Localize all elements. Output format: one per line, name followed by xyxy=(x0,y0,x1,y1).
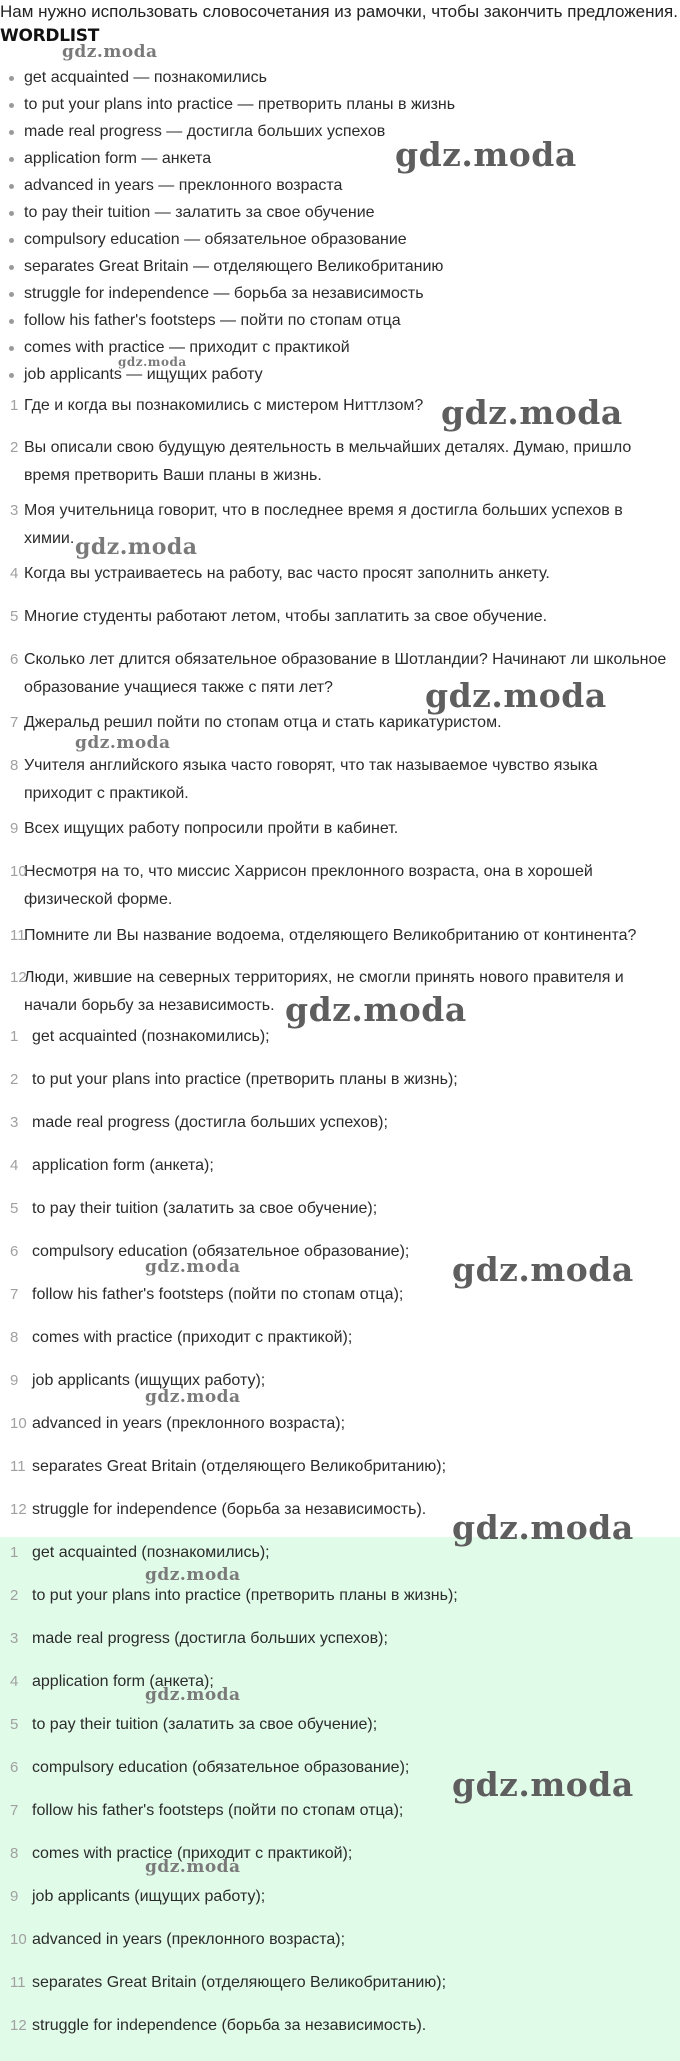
watermark: gdz.moda xyxy=(75,733,171,753)
bullet-icon xyxy=(9,238,14,243)
watermark: gdz.moda xyxy=(425,676,607,715)
answer-item: 2 to put your plans into practice (претворить планы в жизнь); xyxy=(10,1587,458,1604)
bullet-icon xyxy=(9,157,14,162)
wordlist-item: advanced in years — преклонного возраста xyxy=(0,172,455,199)
question-item: 11 Помните ли Вы название водоема, отделяющего Великобританию от континента? xyxy=(10,927,637,944)
question-item: 10 Несмотря на то, что миссис Харрисон преклонного возраста, она в хорошей физической форме. xyxy=(10,863,593,908)
watermark: gdz.moda xyxy=(441,393,623,432)
answer-item: 12 struggle for independence (борьба за независимость). xyxy=(10,1501,427,1518)
answer-item: 7 follow his father's footsteps (пойти по стопам отца); xyxy=(10,1286,404,1303)
wordlist-title: WORDLIST xyxy=(0,26,100,46)
answer-item: 10 advanced in years (преклонного возраста); xyxy=(10,1415,346,1432)
watermark: gdz.moda xyxy=(452,1250,634,1289)
watermark: gdz.moda xyxy=(62,42,158,62)
question-item: 2 Вы описали свою будущую деятельность в мельчайших деталях. Думаю, пришло время претворить Ваши планы в жизнь. xyxy=(10,439,632,484)
answer-item: 9 job applicants (ищущих работу); xyxy=(10,1888,266,1905)
bullet-icon xyxy=(9,76,14,81)
answer-item: 5 to pay their tuition (залатить за свое обучение); xyxy=(10,1200,378,1217)
question-item: 4 Когда вы устраиваетесь на работу, вас часто просят заполнить анкету. xyxy=(10,565,550,582)
answer-item: 8 comes with practice (приходит с практикой); xyxy=(10,1845,353,1862)
wordlist-item: struggle for independence — борьба за независимость xyxy=(0,280,455,307)
answer-item: 11 separates Great Britain (отделяющего Великобританию); xyxy=(10,1974,447,1991)
wordlist-item: job applicants — ищущих работу xyxy=(0,361,455,388)
watermark: gdz.moda xyxy=(285,990,467,1029)
answer-item: 9 job applicants (ищущих работу); xyxy=(10,1372,266,1389)
wordlist-item: get acquainted — познакомились xyxy=(0,64,455,91)
wordlist-item: separates Great Britain — отделяющего Великобританию xyxy=(0,253,455,280)
question-item: 8 Учителя английского языка часто говорят, что так называемое чувство языка приходит с практикой. xyxy=(10,757,598,802)
question-item: 9 Всех ищущих работу попросили пройти в кабинет. xyxy=(10,820,399,837)
bullet-icon xyxy=(9,373,14,378)
answer-item: 12 struggle for independence (борьба за независимость). xyxy=(10,2017,427,2034)
wordlist-item: to put your plans into practice — претворить планы в жизнь xyxy=(0,91,455,118)
answer-item: 6 compulsory education (обязательное образование); xyxy=(10,1243,410,1260)
answer-item: 8 comes with practice (приходит с практикой); xyxy=(10,1329,353,1346)
wordlist-item: to pay their tuition — залатить за свое обучение xyxy=(0,199,455,226)
watermark: gdz.moda xyxy=(118,355,187,369)
watermark: gdz.moda xyxy=(145,1257,241,1277)
question-item: 5 Многие студенты работают летом, чтобы заплатить за свое обучение. xyxy=(10,608,548,625)
answer-item: 3 made real progress (достигла больших успехов); xyxy=(10,1630,388,1647)
bullet-icon xyxy=(9,184,14,189)
watermark: gdz.moda xyxy=(395,135,577,174)
answer-item: 2 to put your plans into practice (претворить планы в жизнь); xyxy=(10,1071,458,1088)
question-item: 12 Люди, жившие на северных территориях, не смогли принять нового правителя и начали борьбу за независимость. xyxy=(10,969,624,1014)
answer-item: 10 advanced in years (преклонного возраста); xyxy=(10,1931,346,1948)
question-item: 6 Сколько лет длится обязательное образование в Шотландии? Начинают ли школьное образование учащиеся также с пяти лет? xyxy=(10,651,667,696)
answer-item: 7 follow his father's footsteps (пойти по стопам отца); xyxy=(10,1802,404,1819)
watermark: gdz.moda xyxy=(145,1857,241,1877)
bullet-icon xyxy=(9,211,14,216)
watermark: gdz.moda xyxy=(452,1765,634,1804)
bullet-icon xyxy=(9,292,14,297)
wordlist-item: follow his father's footsteps — пойти по стопам отца xyxy=(0,307,455,334)
wordlist xyxy=(0,64,455,388)
question-item: 3 Моя учительница говорит, что в последнее время я достигла больших успехов в химии. xyxy=(10,502,623,547)
answer-item: 11 separates Great Britain (отделяющего Великобританию); xyxy=(10,1458,447,1475)
bullet-icon xyxy=(9,319,14,324)
question-item: 7 Джеральд решил пойти по стопам отца и стать карикатуристом. xyxy=(10,714,502,731)
bullet-icon xyxy=(9,265,14,270)
answer-item: 6 compulsory education (обязательное образование); xyxy=(10,1759,410,1776)
bullet-icon xyxy=(9,103,14,108)
answer-item: 1 get acquainted (познакомились); xyxy=(10,1028,270,1045)
wordlist-item: compulsory education — обязательное образование xyxy=(0,226,455,253)
wordlist-item: application form — анкета xyxy=(0,145,455,172)
answer-item: 3 made real progress (достигла больших успехов); xyxy=(10,1114,388,1131)
watermark: gdz.moda xyxy=(75,534,198,560)
wordlist-item: comes with practice — приходит с практикой xyxy=(0,334,455,361)
watermark: gdz.moda xyxy=(145,1565,241,1585)
wordlist-item: made real progress — достигла больших успехов xyxy=(0,118,455,145)
watermark: gdz.moda xyxy=(452,1508,634,1547)
question-item: 1 Где и когда вы познакомились с мистером Ниттлзом? xyxy=(10,397,424,414)
watermark: gdz.moda xyxy=(145,1387,241,1407)
answer-item: 4 application form (анкета); xyxy=(10,1157,214,1174)
bullet-icon xyxy=(9,346,14,351)
intro-text: Нам нужно использовать словосочетания из рамочки, чтобы закончить предложения. xyxy=(0,2,678,21)
bullet-icon xyxy=(9,130,14,135)
answer-item: 4 application form (анкета); xyxy=(10,1673,214,1690)
answer-item: 5 to pay their tuition (залатить за свое обучение); xyxy=(10,1716,378,1733)
answer-item: 1 get acquainted (познакомились); xyxy=(10,1544,270,1561)
watermark: gdz.moda xyxy=(145,1685,241,1705)
